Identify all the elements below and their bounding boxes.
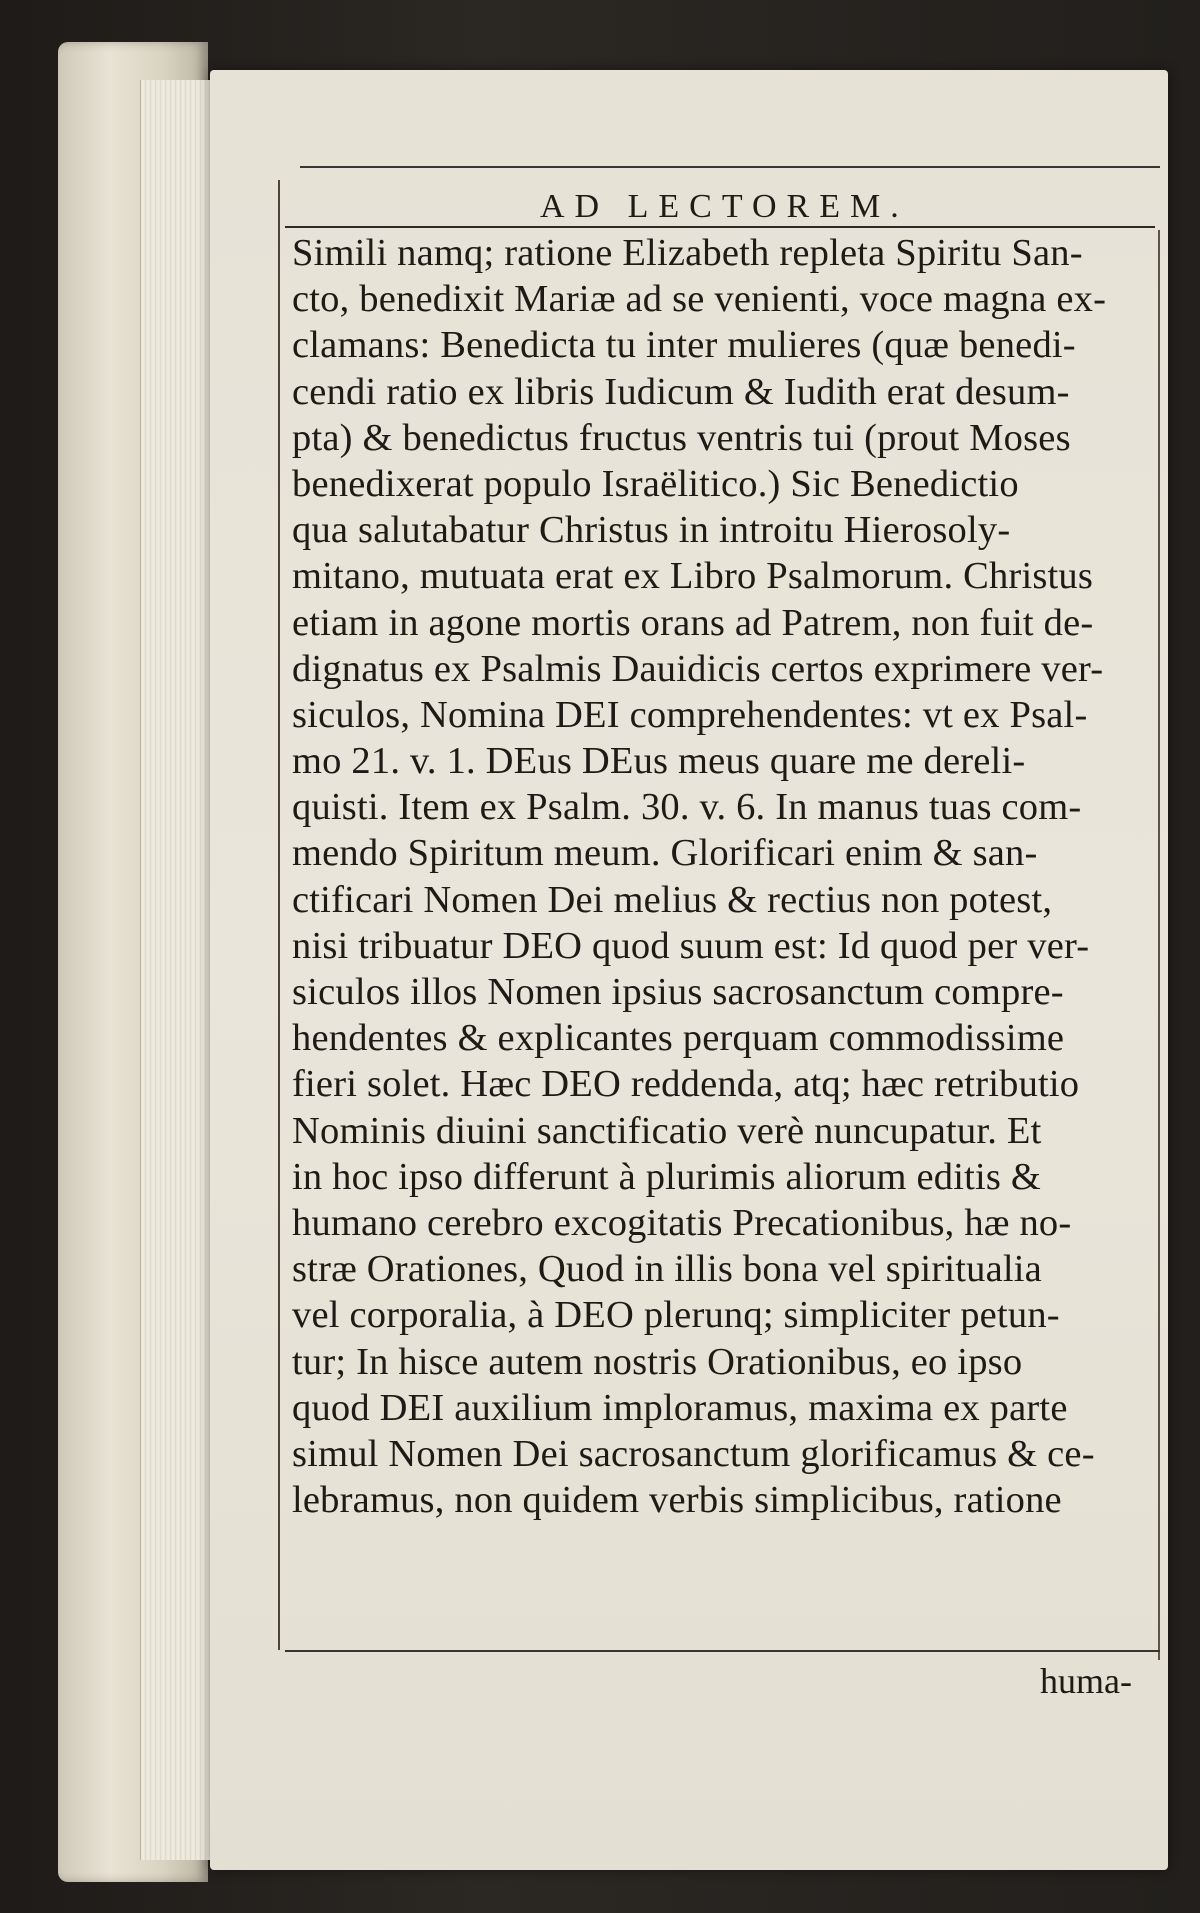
text-line: vel corporalia, à DEO plerunq; simpliciter petun- xyxy=(292,1294,1060,1337)
text-line: dignatus ex Psalmis Dauidicis certos exprimere ver- xyxy=(292,647,1104,690)
text-line: hendentes & explicantes perquam commodissime xyxy=(292,1017,1065,1060)
text-line: nisi tribuatur DEO quod suum est: Id quod per ver- xyxy=(292,924,1090,967)
text-line: quisti. Item ex Psalm. 30. v. 6. In manus tuas com- xyxy=(292,786,1082,829)
catchword: huma- xyxy=(1040,1661,1132,1701)
text-line: cendi ratio ex libris Iudicum & Iudith erat desum- xyxy=(292,370,1070,413)
text-line: stræ Orationes, Quod in illis bona vel spiritualia xyxy=(292,1248,1042,1291)
text-line: fieri solet. Hæc DEO reddenda, atq; hæc retributio xyxy=(292,1063,1080,1106)
text-line: qua salutabatur Christus in introitu Hierosoly- xyxy=(292,509,1011,552)
text-line: ctificari Nomen Dei melius & rectius non potest, xyxy=(292,878,1053,921)
text-line: mitano, mutuata erat ex Libro Psalmorum. Christus xyxy=(292,555,1094,598)
text-line: simul Nomen Dei sacrosanctum glorificamus & ce- xyxy=(292,1432,1095,1475)
text-line: pta) & benedictus fructus ventris tui (prout Moses xyxy=(292,416,1071,459)
text-line: quod DEI auxilium imploramus, maxima ex parte xyxy=(292,1386,1068,1429)
header-rule xyxy=(285,226,1155,228)
text-line: mendo Spiritum meum. Glorificari enim & san- xyxy=(292,832,1038,875)
text-line: Simili namq; ratione Elizabeth repleta Spiritu San- xyxy=(292,232,1083,274)
text-line: clamans: Benedicta tu inter mulieres (quæ benedi- xyxy=(292,324,1076,367)
text-line: etiam in agone mortis orans ad Patrem, non fuit de- xyxy=(292,601,1094,644)
text-line: lebramus, non quidem verbis simplicibus, ratione xyxy=(292,1479,1062,1522)
text-line: siculos illos Nomen ipsius sacrosanctum compre- xyxy=(292,971,1064,1013)
text-line: humano cerebro excogitatis Precationibus, hæ no- xyxy=(292,1201,1072,1244)
text-line: tur; In hisce autem nostris Orationibus, eo ipso xyxy=(292,1340,1023,1383)
running-head: AD LECTOREM. xyxy=(540,188,909,225)
frame-rule-bottom xyxy=(285,1650,1160,1652)
frame-rule-left xyxy=(278,180,280,1650)
text-line: cto, benedixit Mariæ ad se venienti, voce magna ex- xyxy=(292,278,1107,321)
text-line: in hoc ipso differunt à plurimis aliorum editis & xyxy=(292,1155,1042,1198)
text-block xyxy=(292,230,1172,1523)
text-line: mo 21. v. 1. DEus DEus meus quare me dereli- xyxy=(292,740,1026,783)
text-line: benedixerat populo Israëlitico.) Sic Benedictio xyxy=(292,462,1019,505)
text-line: siculos, Nomina DEI comprehendentes: vt ex Psal- xyxy=(292,693,1088,736)
frame-rule-top xyxy=(300,166,1160,168)
text-line: Nominis diuini sanctificatio verè nuncupatur. Et xyxy=(292,1109,1042,1152)
